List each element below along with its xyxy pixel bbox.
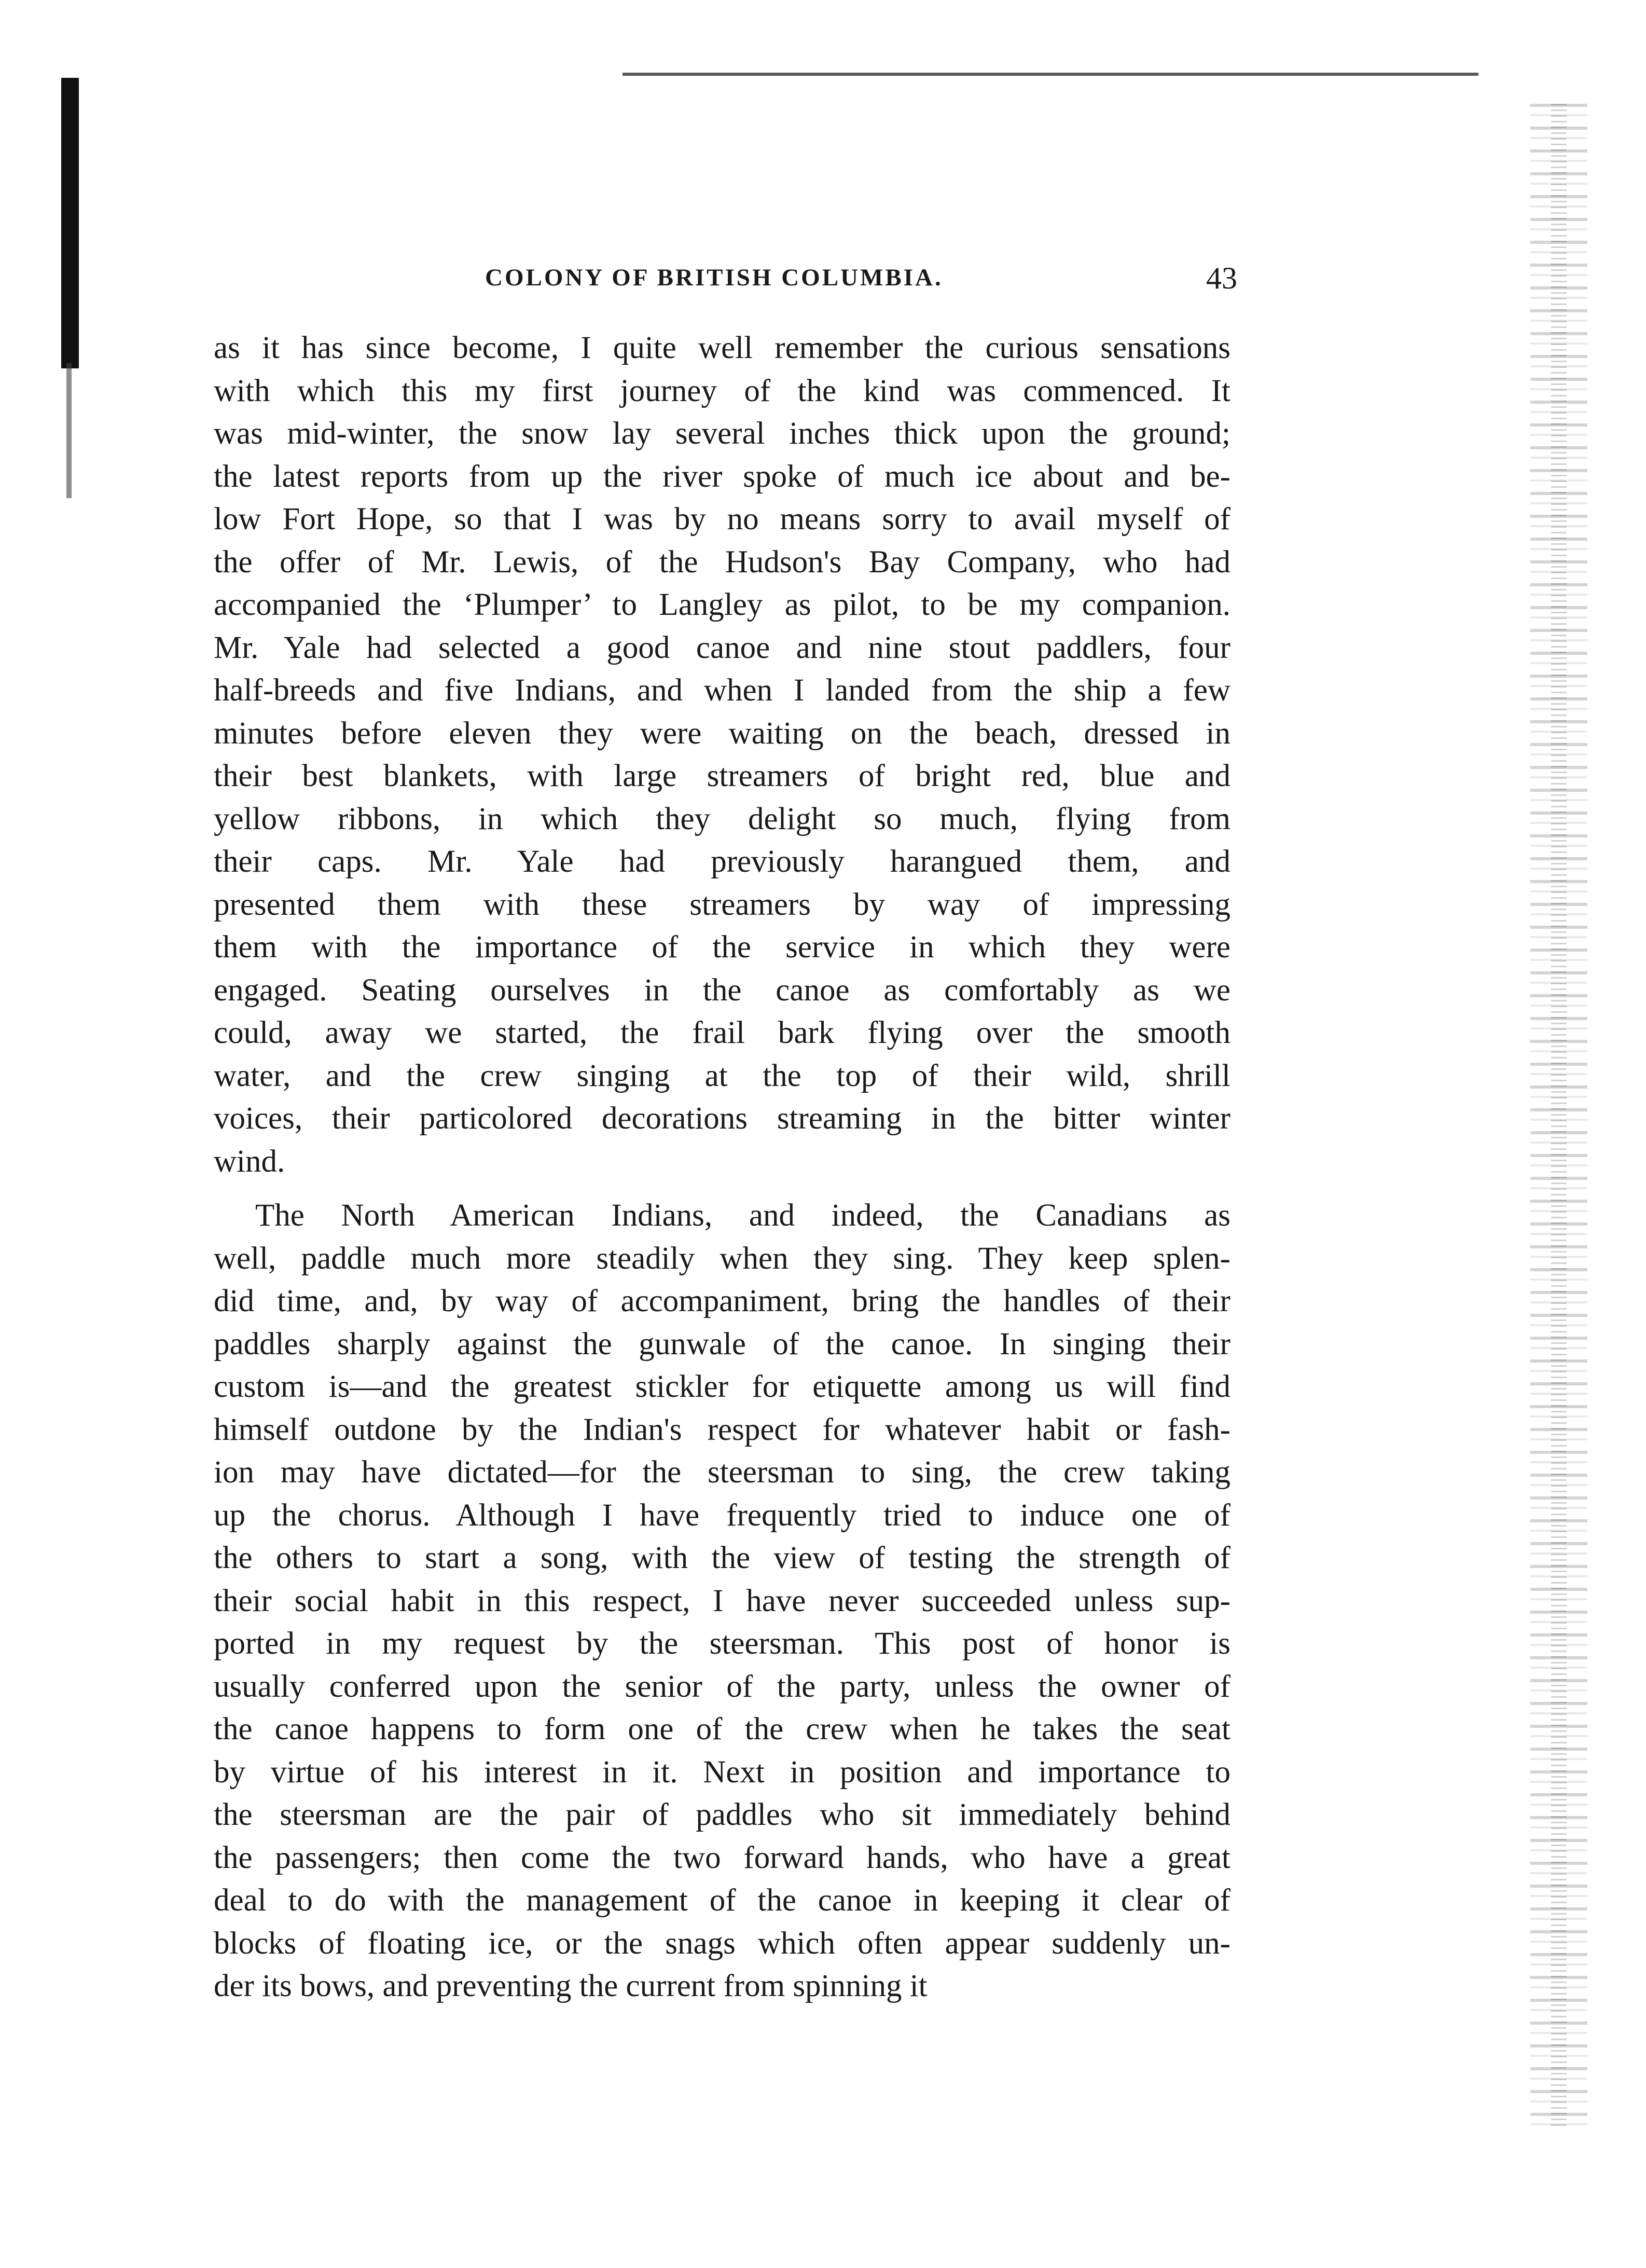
text-line: ported in my request by the steersman. This post of honor is bbox=[214, 1626, 1230, 1661]
text-line: their caps. Mr. Yale had previously harangued them, and bbox=[214, 844, 1230, 879]
binding-shadow bbox=[61, 78, 79, 368]
text-line: usually conferred upon the senior of the party, unless the owner of bbox=[214, 1669, 1230, 1704]
page-number: 43 bbox=[1206, 261, 1237, 295]
text-line: could, away we started, the frail bark flying over the smooth bbox=[214, 1015, 1230, 1050]
text-line: the passengers; then come the two forward hands, who have a great bbox=[214, 1840, 1230, 1875]
text-line: yellow ribbons, in which they delight so much, flying from bbox=[214, 801, 1230, 836]
text-line: wind. bbox=[214, 1144, 285, 1179]
text-line: the steersman are the pair of paddles who sit immediately behind bbox=[214, 1797, 1230, 1832]
text-line: half-breeds and five Indians, and when I landed from the ship a few bbox=[214, 673, 1230, 708]
paragraph bbox=[214, 327, 1230, 1183]
text-line: them with the importance of the service in which they were bbox=[214, 930, 1230, 965]
text-line: was mid-winter, the snow lay several inches thick upon the ground; bbox=[214, 416, 1230, 451]
binding-shadow-lower bbox=[66, 363, 72, 498]
text-line: presented them with these streamers by way of impressing bbox=[214, 887, 1230, 922]
text-line: up the chorus. Although I have frequently tried to induce one of bbox=[214, 1497, 1230, 1533]
running-title: COLONY OF BRITISH COLUMBIA. bbox=[485, 264, 943, 291]
text-line: water, and the crew singing at the top of their wild, shrill bbox=[214, 1058, 1230, 1093]
paragraph bbox=[214, 1194, 1230, 2008]
text-line: the canoe happens to form one of the crew when he takes the seat bbox=[214, 1712, 1230, 1747]
text-line: accompanied the ‘Plumper’ to Langley as pilot, to be my companion. bbox=[214, 587, 1230, 622]
text-line: Mr. Yale had selected a good canoe and nine stout paddlers, four bbox=[214, 630, 1230, 665]
text-line: paddles sharply against the gunwale of the canoe. In singing their bbox=[214, 1326, 1230, 1362]
text-line: as it has since become, I quite well remember the curious sensations bbox=[214, 331, 1230, 365]
text-line: the latest reports from up the river spoke of much ice about and be- bbox=[214, 459, 1230, 494]
text-line: low Fort Hope, so that I was by no means sorry to avail myself of bbox=[214, 502, 1230, 537]
text-line: by virtue of his interest in it. Next in position and importance to bbox=[214, 1754, 1230, 1790]
text-line: the others to start a song, with the view of testing the strength of bbox=[214, 1541, 1230, 1575]
text-line: voices, their particolored decorations streaming in the bitter winter bbox=[214, 1101, 1230, 1136]
text-line: the offer of Mr. Lewis, of the Hudson's Bay Company, who had bbox=[214, 544, 1230, 580]
text-line: with which this my first journey of the kind was commenced. It bbox=[214, 373, 1230, 408]
page-header bbox=[485, 261, 1237, 295]
text-line: himself outdone by the Indian's respect for whatever habit or fash- bbox=[214, 1412, 1230, 1447]
text-line: custom is—and the greatest stickler for etiquette among us will find bbox=[214, 1369, 1230, 1404]
text-line: blocks of floating ice, or the snags which often appear suddenly un- bbox=[214, 1926, 1230, 1961]
text-line: did time, and, by way of accompaniment, bring the handles of their bbox=[214, 1284, 1230, 1318]
text-line: deal to do with the management of the canoe in keeping it clear of bbox=[214, 1883, 1230, 1918]
text-line: der its bows, and preventing the current from spinning it bbox=[214, 1969, 928, 2003]
body-text bbox=[214, 327, 1230, 2008]
paragraph-gap bbox=[214, 1183, 1230, 1194]
text-line: their best blankets, with large streamers of bright red, blue and bbox=[214, 759, 1230, 793]
text-line: ion may have dictated—for the steersman to sing, the crew taking bbox=[214, 1455, 1230, 1490]
text-line: The North American Indians, and indeed, the Canadians as bbox=[255, 1198, 1230, 1233]
text-line: well, paddle much more steadily when they sing. They keep splen- bbox=[214, 1241, 1230, 1276]
text-line: engaged. Seating ourselves in the canoe as comfortably as we bbox=[214, 972, 1230, 1008]
scan-top-rule bbox=[623, 73, 1478, 76]
page-edge-noise-dark bbox=[1551, 104, 1567, 2127]
text-line: their social habit in this respect, I have never succeeded unless sup- bbox=[214, 1583, 1230, 1618]
text-line: minutes before eleven they were waiting on the beach, dressed in bbox=[214, 716, 1230, 751]
